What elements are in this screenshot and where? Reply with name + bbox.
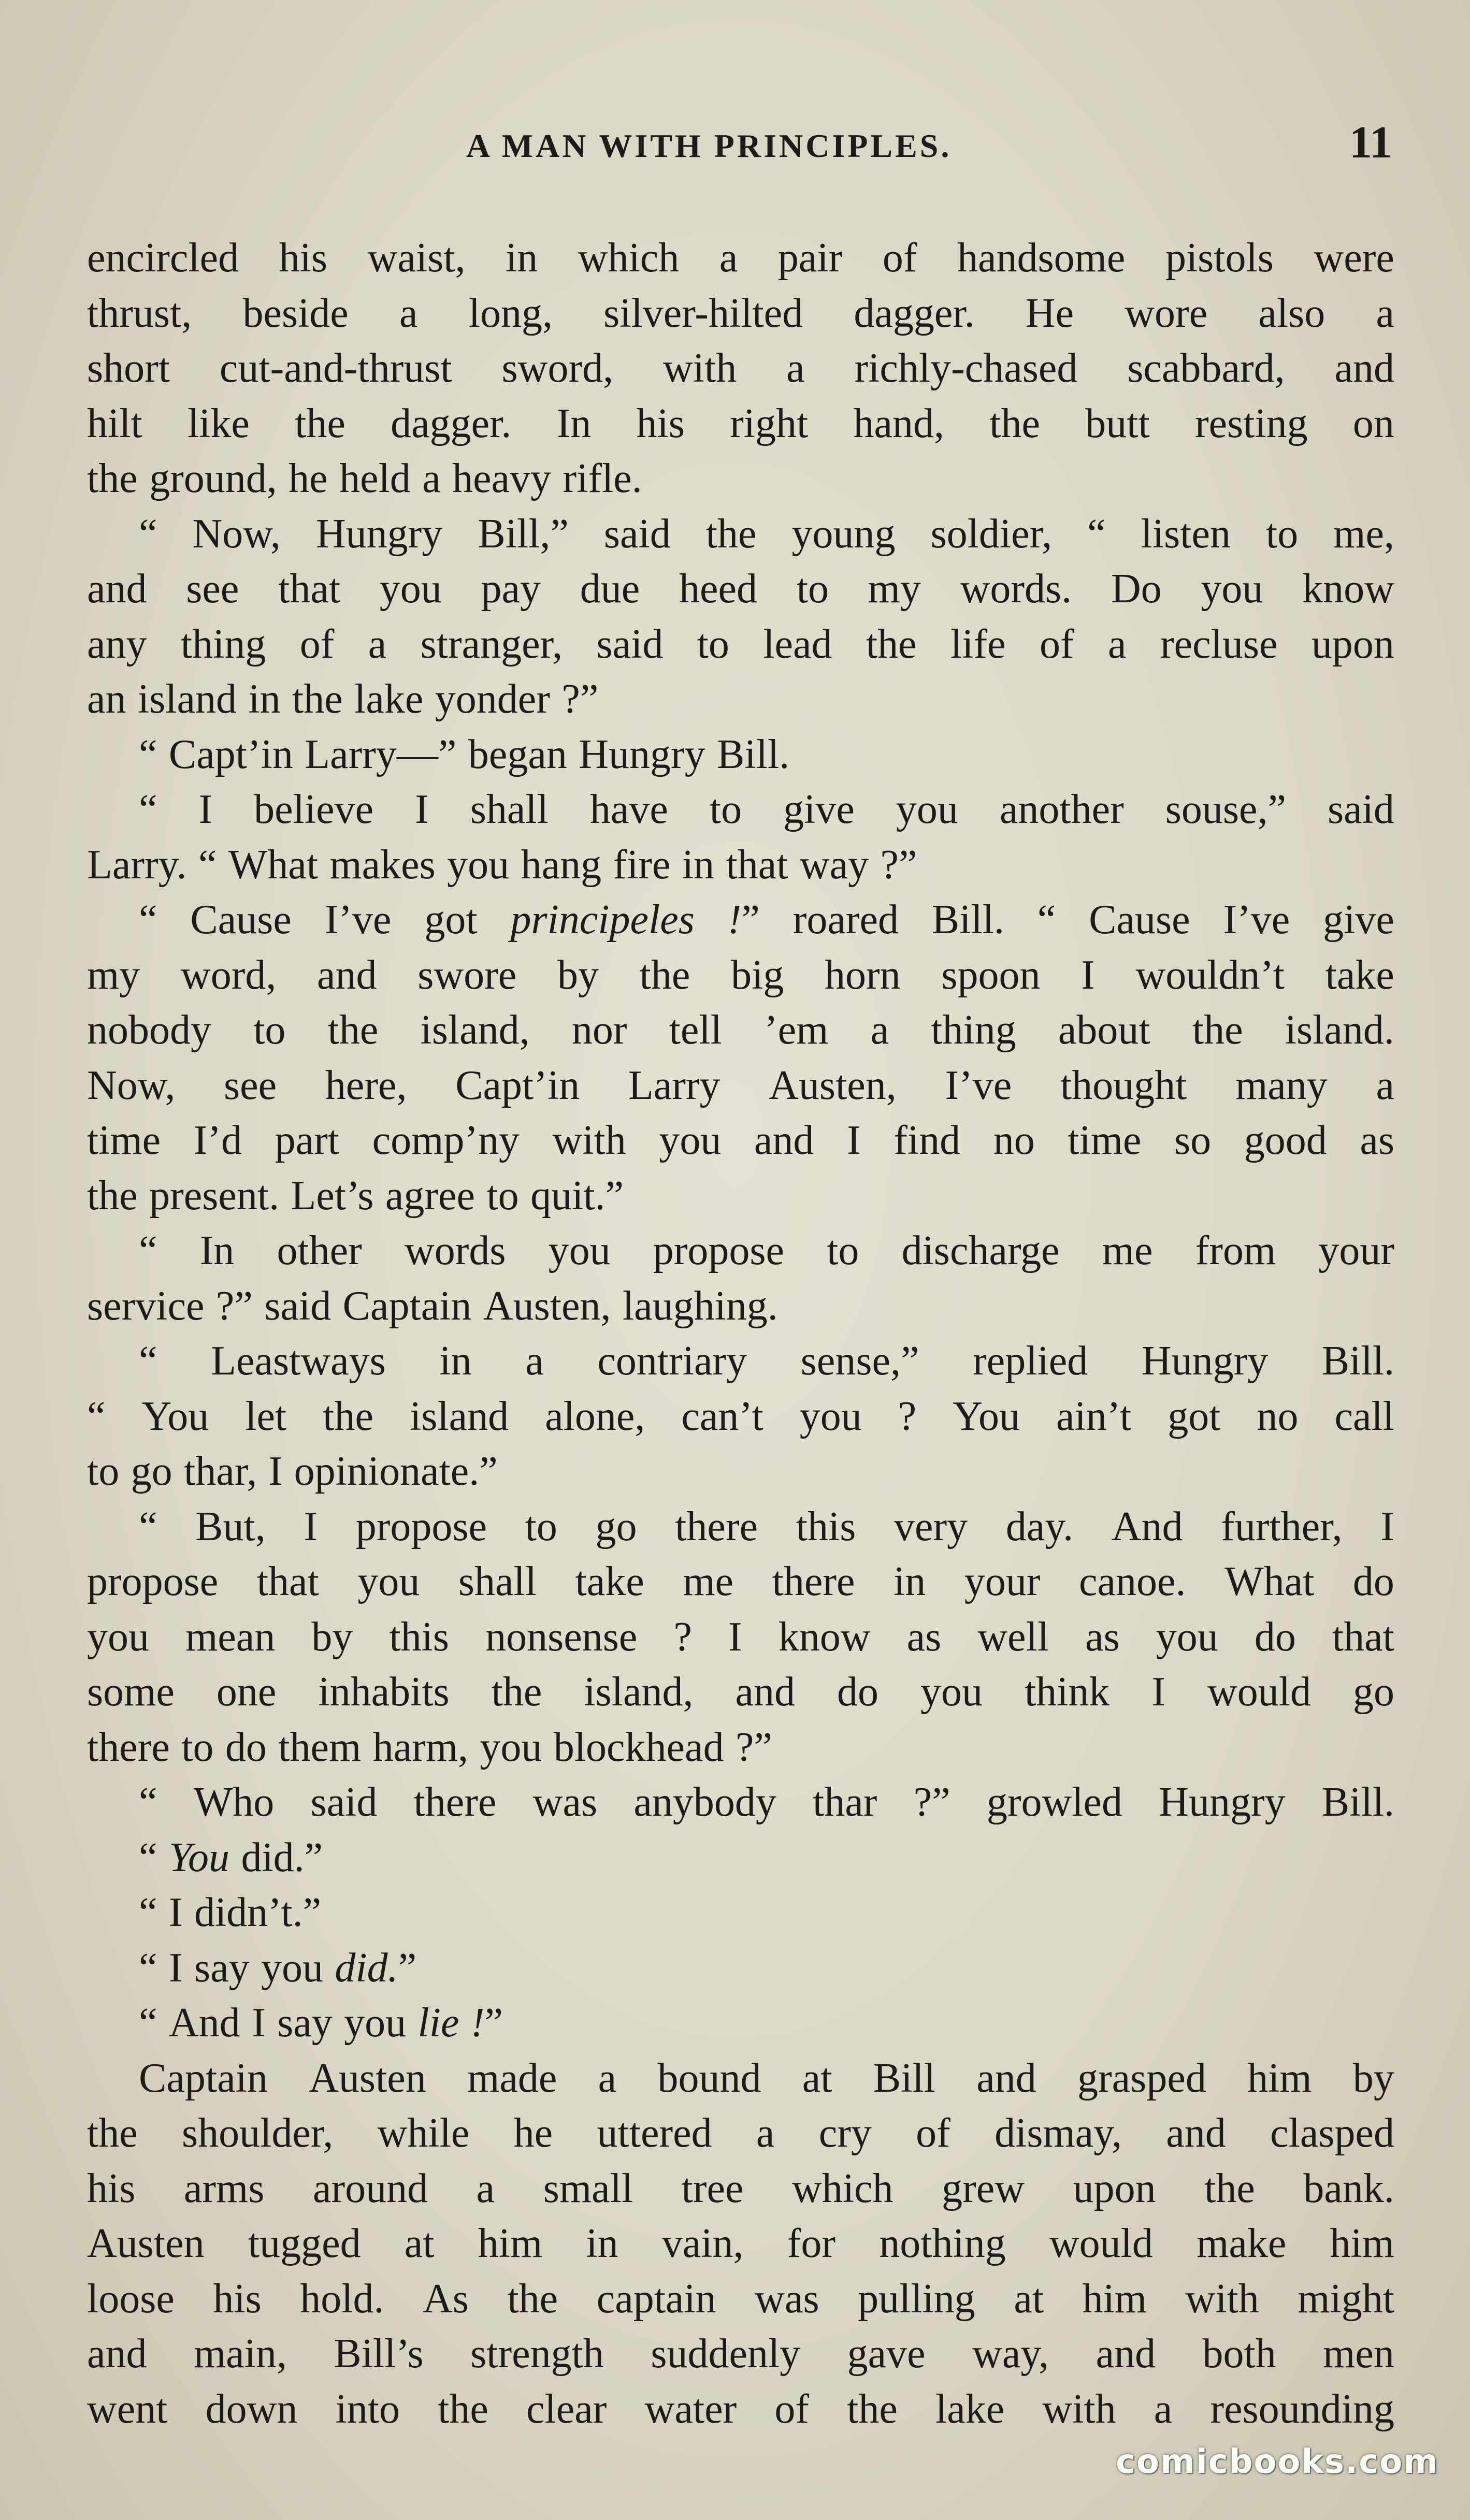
text-line: some one inhabits the island, and do you think I would go <box>87 1669 1394 1715</box>
text-line: you mean by this nonsense ? I know as well as you do that <box>87 1614 1394 1660</box>
text-line: “ Cause I’ve got principeles !” roared Bill. “ Cause I’ve give <box>139 897 1394 943</box>
text-line: “ Now, Hungry Bill,” said the young soldier, “ listen to me, <box>139 511 1394 557</box>
text-line: thrust, beside a long, silver-hilted dagger. He wore also a <box>87 290 1394 336</box>
page-number: 11 <box>1349 118 1392 168</box>
text-line: and see that you pay due heed to my words. Do you know <box>87 566 1394 612</box>
text-line: went down into the clear water of the lake with a resounding <box>87 2386 1394 2432</box>
text-line: “ And I say you lie !” <box>139 2000 503 2046</box>
text-line: the present. Let’s agree to quit.” <box>87 1172 624 1219</box>
text-line: any thing of a stranger, said to lead the life of a recluse upon <box>87 621 1394 667</box>
watermark: comicbooks.com <box>1116 2443 1439 2481</box>
text-line: to go thar, I opinionate.” <box>87 1449 498 1494</box>
text-line: “ Who said there was anybody thar ?” growled Hungry Bill. <box>139 1779 1394 1825</box>
text-line: Larry. “ What makes you hang fire in that way ?” <box>87 842 917 888</box>
text-line: Now, see here, Capt’in Larry Austen, I’ve thought many a <box>87 1062 1394 1108</box>
text-line: time I’d part comp’ny with you and I find no time so good as <box>87 1118 1394 1163</box>
text-line: loose his hold. As the captain was pulling at him with might <box>87 2276 1394 2322</box>
text-line: “ In other words you propose to discharge me from your <box>139 1228 1394 1273</box>
text-line: an island in the lake yonder ?” <box>87 676 599 722</box>
text-line: the shoulder, while he uttered a cry of dismay, and clasped <box>87 2110 1394 2156</box>
text-line: nobody to the island, nor tell ’em a thing about the island. <box>87 1007 1394 1053</box>
text-line: “ But, I propose to go there this very day. And further, I <box>139 1503 1394 1549</box>
text-line: Captain Austen made a bound at Bill and grasped him by <box>139 2055 1394 2101</box>
text-line: the ground, he held a heavy rifle. <box>87 456 642 501</box>
text-line: his arms around a small tree which grew upon the bank. <box>87 2165 1394 2211</box>
text-line: “ Leastways in a contriary sense,” replied Hungry Bill. <box>139 1338 1394 1384</box>
running-title: A MAN WITH PRINCIPLES. <box>466 127 952 164</box>
body-text <box>87 230 1394 2437</box>
text-line: “ I believe I shall have to give you another souse,” said <box>139 787 1394 832</box>
text-line: “ You let the island alone, can’t you ? You ain’t got no call <box>87 1393 1394 1439</box>
text-line: my word, and swore by the big horn spoon I wouldn’t take <box>87 952 1394 998</box>
text-line: and main, Bill’s strength suddenly gave way, and both men <box>87 2331 1394 2377</box>
text-line: Austen tugged at him in vain, for nothing would make him <box>87 2221 1394 2266</box>
text-line: “ You did.” <box>139 1834 323 1880</box>
text-line: short cut-and-thrust sword, with a richly-chased scabbard, and <box>87 345 1394 391</box>
text-line: hilt like the dagger. In his right hand, the butt resting on <box>87 400 1394 446</box>
text-line: “ Capt’in Larry—” began Hungry Bill. <box>139 731 790 777</box>
text-line: encircled his waist, in which a pair of handsome pistols were <box>87 235 1394 281</box>
text-line: “ I say you did.” <box>139 1945 417 1991</box>
text-line: propose that you shall take me there in your canoe. What do <box>87 1559 1394 1604</box>
text-line: there to do them harm, you blockhead ?” <box>87 1724 772 1770</box>
text-line: “ I didn’t.” <box>139 1890 322 1935</box>
text-line: service ?” said Captain Austen, laughing. <box>87 1283 778 1329</box>
